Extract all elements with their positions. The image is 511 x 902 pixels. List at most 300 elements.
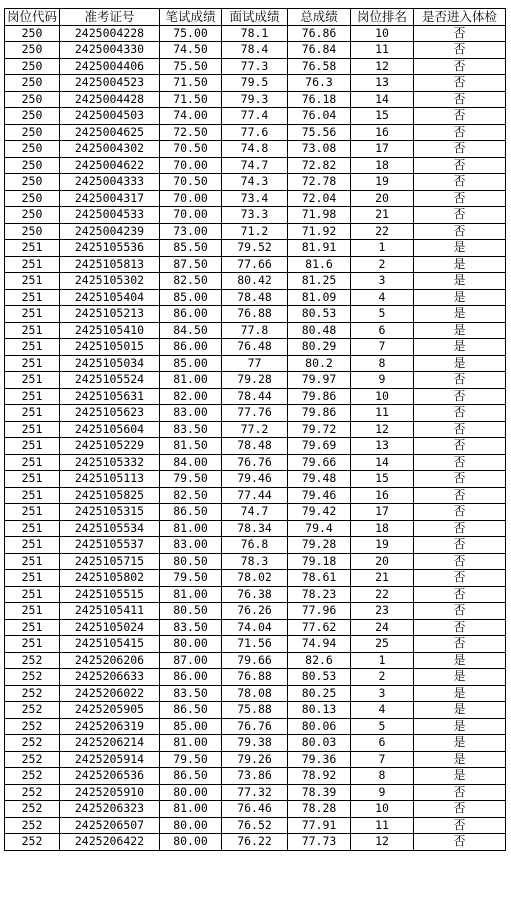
cell-position-rank: 10	[351, 801, 414, 818]
cell-written-score: 71.50	[160, 75, 222, 92]
cell-interview-score: 76.46	[222, 801, 288, 818]
cell-admission-number: 2425004428	[60, 91, 160, 108]
cell-position-code: 252	[5, 768, 60, 785]
cell-total-score: 77.96	[288, 603, 351, 620]
table-row	[5, 306, 506, 323]
cell-position-rank: 11	[351, 405, 414, 422]
cell-interview-score: 76.22	[222, 834, 288, 851]
cell-position-code: 251	[5, 586, 60, 603]
cell-interview-score: 74.7	[222, 157, 288, 174]
cell-total-score: 79.66	[288, 454, 351, 471]
cell-position-code: 251	[5, 438, 60, 455]
cell-total-score: 78.28	[288, 801, 351, 818]
cell-position-code: 250	[5, 157, 60, 174]
cell-interview-score: 74.3	[222, 174, 288, 191]
cell-total-score: 79.69	[288, 438, 351, 455]
cell-position-code: 251	[5, 405, 60, 422]
cell-total-score: 73.08	[288, 141, 351, 158]
cell-physical-exam: 是	[414, 306, 506, 323]
table-row	[5, 619, 506, 636]
cell-position-code: 250	[5, 75, 60, 92]
cell-position-code: 251	[5, 471, 60, 488]
table-row	[5, 58, 506, 75]
cell-written-score: 81.00	[160, 801, 222, 818]
cell-position-code: 252	[5, 702, 60, 719]
cell-interview-score: 78.3	[222, 553, 288, 570]
header-position-rank: 岗位排名	[351, 9, 414, 26]
cell-admission-number: 2425004330	[60, 42, 160, 59]
cell-written-score: 86.00	[160, 669, 222, 686]
cell-physical-exam: 否	[414, 520, 506, 537]
cell-admission-number: 2425004503	[60, 108, 160, 125]
cell-total-score: 79.97	[288, 372, 351, 389]
cell-admission-number: 2425004625	[60, 124, 160, 141]
table-row	[5, 718, 506, 735]
cell-physical-exam: 是	[414, 322, 506, 339]
cell-physical-exam: 否	[414, 108, 506, 125]
cell-total-score: 81.09	[288, 289, 351, 306]
cell-total-score: 78.92	[288, 768, 351, 785]
cell-interview-score: 77.8	[222, 322, 288, 339]
cell-written-score: 81.50	[160, 438, 222, 455]
cell-position-code: 251	[5, 504, 60, 521]
cell-written-score: 83.50	[160, 421, 222, 438]
cell-admission-number: 2425205914	[60, 751, 160, 768]
cell-admission-number: 2425105229	[60, 438, 160, 455]
cell-position-rank: 13	[351, 438, 414, 455]
cell-physical-exam: 否	[414, 75, 506, 92]
cell-total-score: 76.84	[288, 42, 351, 59]
cell-admission-number: 2425105015	[60, 339, 160, 356]
table-row	[5, 372, 506, 389]
cell-position-rank: 17	[351, 504, 414, 521]
cell-admission-number: 2425105623	[60, 405, 160, 422]
cell-admission-number: 2425004317	[60, 190, 160, 207]
cell-admission-number: 2425105113	[60, 471, 160, 488]
results-table-container	[4, 8, 506, 851]
cell-written-score: 70.00	[160, 207, 222, 224]
cell-total-score: 81.6	[288, 256, 351, 273]
table-row	[5, 603, 506, 620]
cell-written-score: 85.50	[160, 240, 222, 257]
cell-admission-number: 2425206206	[60, 652, 160, 669]
cell-position-code: 252	[5, 801, 60, 818]
cell-written-score: 85.00	[160, 718, 222, 735]
cell-position-rank: 3	[351, 685, 414, 702]
table-row	[5, 108, 506, 125]
cell-interview-score: 79.26	[222, 751, 288, 768]
table-row	[5, 570, 506, 587]
cell-written-score: 86.00	[160, 339, 222, 356]
cell-written-score: 74.50	[160, 42, 222, 59]
cell-position-code: 252	[5, 718, 60, 735]
cell-physical-exam: 否	[414, 504, 506, 521]
cell-physical-exam: 是	[414, 718, 506, 735]
cell-physical-exam: 是	[414, 339, 506, 356]
cell-total-score: 78.61	[288, 570, 351, 587]
cell-position-rank: 4	[351, 702, 414, 719]
table-header	[5, 9, 506, 26]
cell-position-rank: 22	[351, 586, 414, 603]
cell-written-score: 81.00	[160, 735, 222, 752]
cell-interview-score: 74.7	[222, 504, 288, 521]
header-row	[5, 9, 506, 26]
cell-admission-number: 2425105537	[60, 537, 160, 554]
table-body	[5, 25, 506, 850]
cell-written-score: 75.00	[160, 25, 222, 42]
cell-position-code: 250	[5, 124, 60, 141]
cell-admission-number: 2425105410	[60, 322, 160, 339]
table-row	[5, 801, 506, 818]
cell-physical-exam: 否	[414, 570, 506, 587]
cell-total-score: 78.39	[288, 784, 351, 801]
cell-total-score: 80.29	[288, 339, 351, 356]
cell-physical-exam: 否	[414, 421, 506, 438]
cell-total-score: 79.18	[288, 553, 351, 570]
table-row	[5, 289, 506, 306]
cell-physical-exam: 否	[414, 207, 506, 224]
cell-physical-exam: 否	[414, 487, 506, 504]
cell-position-rank: 21	[351, 570, 414, 587]
cell-written-score: 86.00	[160, 306, 222, 323]
cell-written-score: 87.00	[160, 652, 222, 669]
cell-physical-exam: 否	[414, 42, 506, 59]
cell-interview-score: 76.52	[222, 817, 288, 834]
cell-written-score: 84.50	[160, 322, 222, 339]
cell-physical-exam: 否	[414, 388, 506, 405]
cell-interview-score: 77.66	[222, 256, 288, 273]
cell-position-code: 251	[5, 355, 60, 372]
cell-total-score: 76.04	[288, 108, 351, 125]
cell-interview-score: 76.76	[222, 454, 288, 471]
cell-position-rank: 14	[351, 454, 414, 471]
cell-interview-score: 76.88	[222, 306, 288, 323]
cell-physical-exam: 是	[414, 735, 506, 752]
cell-written-score: 70.50	[160, 174, 222, 191]
cell-position-rank: 23	[351, 603, 414, 620]
cell-physical-exam: 是	[414, 669, 506, 686]
cell-position-rank: 4	[351, 289, 414, 306]
cell-position-rank: 13	[351, 75, 414, 92]
cell-physical-exam: 否	[414, 471, 506, 488]
cell-total-score: 72.78	[288, 174, 351, 191]
cell-interview-score: 77.76	[222, 405, 288, 422]
table-row	[5, 174, 506, 191]
cell-physical-exam: 否	[414, 405, 506, 422]
cell-written-score: 73.00	[160, 223, 222, 240]
cell-interview-score: 75.88	[222, 702, 288, 719]
cell-physical-exam: 是	[414, 289, 506, 306]
table-row	[5, 339, 506, 356]
cell-interview-score: 77	[222, 355, 288, 372]
cell-position-code: 252	[5, 784, 60, 801]
cell-interview-score: 76.26	[222, 603, 288, 620]
cell-total-score: 79.86	[288, 405, 351, 422]
cell-interview-score: 76.48	[222, 339, 288, 356]
cell-admission-number: 2425105034	[60, 355, 160, 372]
table-row	[5, 504, 506, 521]
cell-physical-exam: 是	[414, 256, 506, 273]
cell-admission-number: 2425105515	[60, 586, 160, 603]
cell-position-rank: 17	[351, 141, 414, 158]
cell-total-score: 79.46	[288, 487, 351, 504]
cell-interview-score: 77.32	[222, 784, 288, 801]
header-interview-score: 面试成绩	[222, 9, 288, 26]
cell-position-code: 252	[5, 817, 60, 834]
cell-physical-exam: 否	[414, 141, 506, 158]
cell-position-rank: 24	[351, 619, 414, 636]
cell-total-score: 71.92	[288, 223, 351, 240]
cell-interview-score: 79.28	[222, 372, 288, 389]
cell-position-rank: 2	[351, 669, 414, 686]
cell-written-score: 80.00	[160, 834, 222, 851]
table-row	[5, 388, 506, 405]
cell-position-rank: 19	[351, 174, 414, 191]
cell-total-score: 80.2	[288, 355, 351, 372]
cell-total-score: 80.06	[288, 718, 351, 735]
cell-physical-exam: 否	[414, 25, 506, 42]
cell-physical-exam: 否	[414, 223, 506, 240]
table-row	[5, 190, 506, 207]
cell-written-score: 87.50	[160, 256, 222, 273]
cell-physical-exam: 是	[414, 751, 506, 768]
table-row	[5, 42, 506, 59]
cell-written-score: 80.50	[160, 603, 222, 620]
cell-interview-score: 78.48	[222, 438, 288, 455]
cell-total-score: 82.6	[288, 652, 351, 669]
table-row	[5, 702, 506, 719]
cell-interview-score: 71.2	[222, 223, 288, 240]
cell-physical-exam: 否	[414, 603, 506, 620]
cell-position-code: 250	[5, 108, 60, 125]
cell-written-score: 72.50	[160, 124, 222, 141]
cell-position-rank: 20	[351, 553, 414, 570]
cell-physical-exam: 否	[414, 190, 506, 207]
table-row	[5, 256, 506, 273]
cell-physical-exam: 否	[414, 636, 506, 653]
cell-interview-score: 74.04	[222, 619, 288, 636]
cell-physical-exam: 否	[414, 174, 506, 191]
cell-position-rank: 10	[351, 25, 414, 42]
cell-physical-exam: 否	[414, 438, 506, 455]
cell-written-score: 83.50	[160, 619, 222, 636]
cell-total-score: 75.56	[288, 124, 351, 141]
cell-position-rank: 15	[351, 108, 414, 125]
cell-position-code: 251	[5, 603, 60, 620]
header-admission-number: 准考证号	[60, 9, 160, 26]
cell-position-code: 250	[5, 223, 60, 240]
cell-position-rank: 3	[351, 273, 414, 290]
cell-interview-score: 79.3	[222, 91, 288, 108]
cell-interview-score: 76.38	[222, 586, 288, 603]
cell-interview-score: 80.42	[222, 273, 288, 290]
header-total-score: 总成绩	[288, 9, 351, 26]
cell-admission-number: 2425105604	[60, 421, 160, 438]
cell-total-score: 80.53	[288, 306, 351, 323]
cell-written-score: 82.50	[160, 487, 222, 504]
table-row	[5, 520, 506, 537]
cell-physical-exam: 否	[414, 537, 506, 554]
header-position-code: 岗位代码	[5, 9, 60, 26]
cell-admission-number: 2425105524	[60, 372, 160, 389]
cell-physical-exam: 是	[414, 240, 506, 257]
cell-position-code: 250	[5, 58, 60, 75]
cell-admission-number: 2425105411	[60, 603, 160, 620]
table-row	[5, 240, 506, 257]
table-row	[5, 784, 506, 801]
cell-position-rank: 7	[351, 751, 414, 768]
cell-position-rank: 16	[351, 124, 414, 141]
cell-admission-number: 2425105536	[60, 240, 160, 257]
cell-admission-number: 2425004239	[60, 223, 160, 240]
cell-interview-score: 79.38	[222, 735, 288, 752]
cell-written-score: 70.00	[160, 190, 222, 207]
cell-position-rank: 8	[351, 768, 414, 785]
cell-total-score: 72.82	[288, 157, 351, 174]
cell-total-score: 77.91	[288, 817, 351, 834]
cell-interview-score: 79.46	[222, 471, 288, 488]
cell-position-code: 251	[5, 636, 60, 653]
table-row	[5, 652, 506, 669]
cell-position-rank: 1	[351, 652, 414, 669]
cell-written-score: 71.50	[160, 91, 222, 108]
cell-position-rank: 11	[351, 42, 414, 59]
cell-written-score: 86.50	[160, 702, 222, 719]
cell-admission-number: 2425004406	[60, 58, 160, 75]
cell-position-rank: 8	[351, 355, 414, 372]
cell-written-score: 86.50	[160, 504, 222, 521]
cell-written-score: 80.00	[160, 784, 222, 801]
table-row	[5, 438, 506, 455]
table-row	[5, 405, 506, 422]
table-row	[5, 124, 506, 141]
cell-written-score: 79.50	[160, 570, 222, 587]
cell-total-score: 80.03	[288, 735, 351, 752]
cell-interview-score: 77.6	[222, 124, 288, 141]
cell-position-code: 251	[5, 520, 60, 537]
cell-position-code: 250	[5, 174, 60, 191]
cell-position-rank: 25	[351, 636, 414, 653]
cell-position-code: 251	[5, 619, 60, 636]
cell-admission-number: 2425105534	[60, 520, 160, 537]
cell-physical-exam: 否	[414, 454, 506, 471]
cell-physical-exam: 否	[414, 619, 506, 636]
cell-physical-exam: 否	[414, 586, 506, 603]
cell-interview-score: 73.4	[222, 190, 288, 207]
cell-position-code: 250	[5, 190, 60, 207]
table-row	[5, 355, 506, 372]
cell-physical-exam: 是	[414, 652, 506, 669]
cell-position-rank: 20	[351, 190, 414, 207]
cell-admission-number: 2425206536	[60, 768, 160, 785]
cell-physical-exam: 是	[414, 685, 506, 702]
cell-interview-score: 78.44	[222, 388, 288, 405]
cell-admission-number: 2425206422	[60, 834, 160, 851]
cell-physical-exam: 是	[414, 273, 506, 290]
table-row	[5, 487, 506, 504]
cell-interview-score: 79.52	[222, 240, 288, 257]
cell-total-score: 71.98	[288, 207, 351, 224]
cell-position-code: 251	[5, 487, 60, 504]
cell-total-score: 79.48	[288, 471, 351, 488]
cell-position-code: 251	[5, 570, 60, 587]
cell-written-score: 81.00	[160, 372, 222, 389]
table-row	[5, 553, 506, 570]
cell-physical-exam: 否	[414, 58, 506, 75]
cell-written-score: 80.50	[160, 553, 222, 570]
cell-position-code: 251	[5, 339, 60, 356]
cell-admission-number: 2425206323	[60, 801, 160, 818]
table-row	[5, 751, 506, 768]
cell-interview-score: 79.5	[222, 75, 288, 92]
cell-written-score: 85.00	[160, 289, 222, 306]
cell-admission-number: 2425004228	[60, 25, 160, 42]
cell-written-score: 84.00	[160, 454, 222, 471]
table-row	[5, 768, 506, 785]
header-physical-exam: 是否进入体检	[414, 9, 506, 26]
cell-position-rank: 12	[351, 834, 414, 851]
cell-total-score: 72.04	[288, 190, 351, 207]
cell-total-score: 80.48	[288, 322, 351, 339]
cell-position-code: 252	[5, 735, 60, 752]
cell-position-rank: 2	[351, 256, 414, 273]
cell-interview-score: 77.4	[222, 108, 288, 125]
table-row	[5, 685, 506, 702]
cell-written-score: 70.50	[160, 141, 222, 158]
cell-written-score: 82.50	[160, 273, 222, 290]
cell-written-score: 80.00	[160, 817, 222, 834]
cell-admission-number: 2425105415	[60, 636, 160, 653]
cell-total-score: 76.58	[288, 58, 351, 75]
cell-total-score: 80.13	[288, 702, 351, 719]
cell-interview-score: 78.08	[222, 685, 288, 702]
cell-physical-exam: 否	[414, 91, 506, 108]
cell-interview-score: 74.8	[222, 141, 288, 158]
cell-interview-score: 76.8	[222, 537, 288, 554]
cell-written-score: 81.00	[160, 586, 222, 603]
cell-physical-exam: 否	[414, 372, 506, 389]
cell-admission-number: 2425004523	[60, 75, 160, 92]
cell-position-rank: 5	[351, 306, 414, 323]
cell-physical-exam: 否	[414, 784, 506, 801]
cell-interview-score: 76.88	[222, 669, 288, 686]
cell-total-score: 79.36	[288, 751, 351, 768]
cell-total-score: 79.42	[288, 504, 351, 521]
table-row	[5, 586, 506, 603]
cell-admission-number: 2425206022	[60, 685, 160, 702]
cell-position-code: 252	[5, 669, 60, 686]
cell-admission-number: 2425105302	[60, 273, 160, 290]
table-row	[5, 669, 506, 686]
cell-position-code: 250	[5, 91, 60, 108]
cell-position-code: 251	[5, 256, 60, 273]
cell-written-score: 85.00	[160, 355, 222, 372]
cell-position-code: 251	[5, 322, 60, 339]
table-row	[5, 75, 506, 92]
cell-written-score: 83.50	[160, 685, 222, 702]
cell-interview-score: 78.4	[222, 42, 288, 59]
cell-admission-number: 2425105802	[60, 570, 160, 587]
cell-position-rank: 22	[351, 223, 414, 240]
cell-admission-number: 2425004533	[60, 207, 160, 224]
table-row	[5, 636, 506, 653]
cell-admission-number: 2425004333	[60, 174, 160, 191]
cell-physical-exam: 否	[414, 817, 506, 834]
cell-position-code: 251	[5, 537, 60, 554]
cell-written-score: 79.50	[160, 751, 222, 768]
cell-position-code: 251	[5, 273, 60, 290]
table-row	[5, 157, 506, 174]
